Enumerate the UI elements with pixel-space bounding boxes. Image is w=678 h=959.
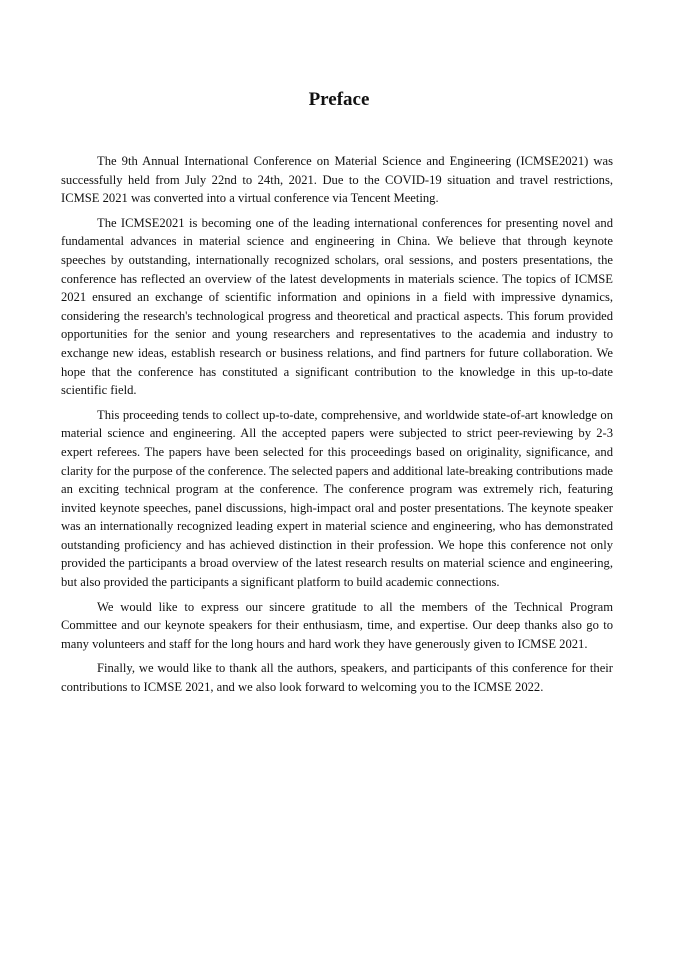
paragraph-conference-overview: The ICMSE2021 is becoming one of the leading international conferences for presenting novel and fundamental advances in material science and engineering in China. We believe that through keynote speeches by outstanding, internationally recognized scholars, oral sessions, and posters presentations, the conference has reflected an overview of the latest developments in materials science. The topics of ICMSE 2021 ensured an exchange of scientific information and opinions in a field with impressive dynamics, considering the research's technological progress and theoretical and practical aspects. This forum provided opportunities for the senior and young researchers and representatives to the academia and industry to exchange new ideas, establish research or business relations, and find partners for future collaboration. We hope that the conference has constituted a significant contribution to the knowledge in this up-to-date scientific field. — [61, 215, 613, 398]
preface-body — [61, 152, 613, 703]
page-title: Preface — [308, 89, 370, 110]
paragraph-gratitude: We would like to express our sincere gratitude to all the members of the Technical Program Committee and our keynote speakers for their enthusiasm, time, and expertise. Our deep thanks also go to many volunteers and staff for the long hours and hard work they have generously given to ICMSE 2021. — [61, 599, 613, 651]
paragraph-proceedings: This proceeding tends to collect up-to-date, comprehensive, and worldwide state-of-art knowledge on material science and engineering. All the accepted papers were subjected to strict peer-reviewing by 2-3 expert referees. The papers have been selected for this proceedings based on originality, significance, and clarity for the purpose of the conference. The selected papers and additional late-breaking contributions made an exciting technical program at the conference. The conference program was extremely rich, featuring invited keynote speeches, panel discussions, high-impact oral and poster presentations. The keynote speaker was an internationally recognized leading expert in material science and engineering, who has demonstrated outstanding proficiency and has achieved distinction in their profession. We hope this conference not only provided the participants a broad overview of the latest research results on material science and engineering, but also provided the participants a significant platform to build academic connections. — [61, 407, 613, 590]
paragraph-closing: Finally, we would like to thank all the authors, speakers, and participants of this conference for their contributions to ICMSE 2021, and we also look forward to welcoming you to the ICMSE 2022. — [61, 661, 613, 695]
paragraph-intro: The 9th Annual International Conference on Material Science and Engineering (ICMSE2021) was successfully held from July 22nd to 24th, 2021. Due to the COVID-19 situation and travel restrictions, ICMSE 2021 was converted into a virtual conference via Tencent Meeting. — [61, 154, 613, 206]
